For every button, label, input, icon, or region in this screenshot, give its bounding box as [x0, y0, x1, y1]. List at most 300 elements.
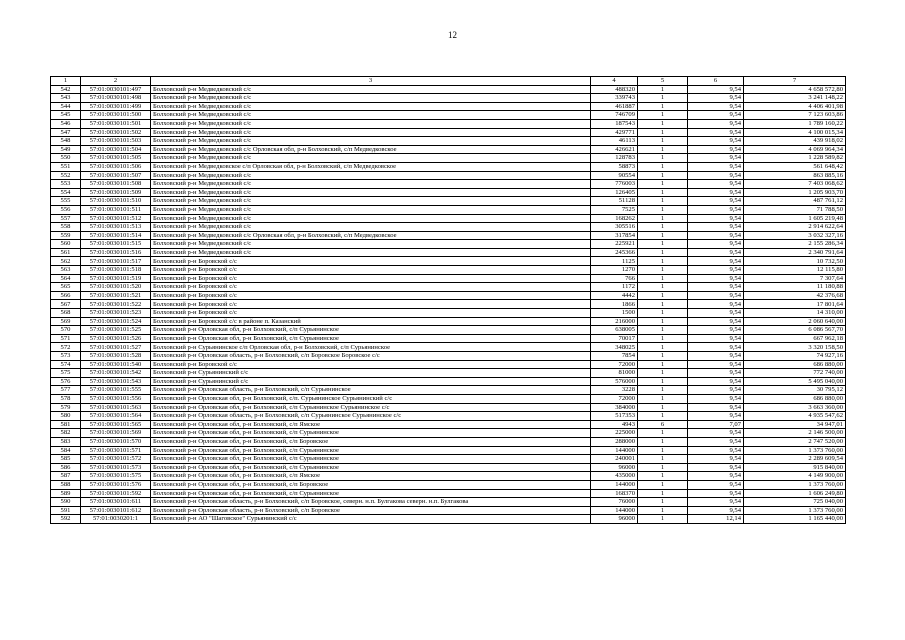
value-cell: 4 658 572,80 — [744, 85, 846, 94]
count-cell: 1 — [638, 386, 688, 395]
row-number-cell: 557 — [51, 214, 81, 223]
value-cell: 4 406 401,98 — [744, 102, 846, 111]
count-cell: 1 — [638, 145, 688, 154]
rate-cell: 9,54 — [688, 248, 744, 257]
header-cell: 2 — [81, 77, 151, 86]
address-cell: Болховский р-н Орловская обл, р-н Болховский, с/п Сурьянинское Сурьянинское с/с — [151, 403, 591, 412]
cadastral-number-cell: 57:01:0030101:519 — [81, 274, 151, 283]
row-number-cell: 586 — [51, 463, 81, 472]
address-cell: Болховский р-н Медведковский с/с — [151, 240, 591, 249]
count-cell: 1 — [638, 119, 688, 128]
area-cell: 429771 — [591, 128, 638, 137]
row-number-cell: 581 — [51, 420, 81, 429]
value-cell: 6 086 567,70 — [744, 326, 846, 335]
value-cell: 4 935 547,62 — [744, 412, 846, 421]
address-cell: Болховский р-н Медведковский с/с Орловская обл, р-н Болховский, с/п Медведковское — [151, 145, 591, 154]
cadastral-number-cell: 57:01:0030101:563 — [81, 403, 151, 412]
table-row — [51, 446, 846, 455]
rate-cell: 9,54 — [688, 317, 744, 326]
value-cell: 772 740,00 — [744, 369, 846, 378]
table-row — [51, 248, 846, 257]
rate-cell: 9,54 — [688, 352, 744, 361]
count-cell: 1 — [638, 94, 688, 103]
count-cell: 1 — [638, 171, 688, 180]
value-cell: 561 648,42 — [744, 162, 846, 171]
rate-cell: 9,54 — [688, 429, 744, 438]
table-row — [51, 429, 846, 438]
area-cell: 81000 — [591, 369, 638, 378]
table-row — [51, 291, 846, 300]
value-cell: 2 340 791,64 — [744, 248, 846, 257]
row-number-cell: 569 — [51, 317, 81, 326]
address-cell: Болховский р-н Орловская обл, р-н Болховский, с/п Боровское — [151, 480, 591, 489]
row-number-cell: 560 — [51, 240, 81, 249]
row-number-cell: 574 — [51, 360, 81, 369]
rate-cell: 9,54 — [688, 128, 744, 137]
address-cell: Болховский р-н Орловская обл, р-н Болховский, с/п Сурьянинское — [151, 489, 591, 498]
row-number-cell: 572 — [51, 343, 81, 352]
area-cell: 144000 — [591, 480, 638, 489]
value-cell: 30 795,12 — [744, 386, 846, 395]
rate-cell: 9,54 — [688, 214, 744, 223]
rate-cell: 9,54 — [688, 188, 744, 197]
table-row — [51, 214, 846, 223]
address-cell: Болховский р-н Орловская обл, р-н Болховский, с/п Сурьянинское — [151, 334, 591, 343]
cadastral-number-cell: 57:01:0030101:527 — [81, 343, 151, 352]
address-cell: Болховский р-н Медведковский с/с — [151, 154, 591, 163]
area-cell: 576000 — [591, 377, 638, 386]
cadastral-number-cell: 57:01:0030101:500 — [81, 111, 151, 120]
area-cell: 72000 — [591, 394, 638, 403]
rate-cell: 9,54 — [688, 291, 744, 300]
area-cell: 187543 — [591, 119, 638, 128]
table-row — [51, 283, 846, 292]
cadastral-number-cell: 57:01:0030101:510 — [81, 197, 151, 206]
area-cell: 4442 — [591, 291, 638, 300]
rate-cell: 9,54 — [688, 119, 744, 128]
count-cell: 1 — [638, 472, 688, 481]
area-cell: 1125 — [591, 257, 638, 266]
rate-cell: 9,54 — [688, 403, 744, 412]
table-row — [51, 102, 846, 111]
rate-cell: 9,54 — [688, 111, 744, 120]
count-cell: 1 — [638, 429, 688, 438]
address-cell: Болховский р-н Медведковский с/с Орловская обл, р-н Болховский, с/п Медведковское — [151, 231, 591, 240]
table-row — [51, 472, 846, 481]
value-cell: 12 115,80 — [744, 266, 846, 275]
area-cell: 384000 — [591, 403, 638, 412]
table-row — [51, 352, 846, 361]
address-cell: Болховский р-н Орловская область, р-н Болховский, с/п Сурьянинское — [151, 386, 591, 395]
rate-cell: 9,54 — [688, 240, 744, 249]
address-cell: Болховский р-н Боровской с/с — [151, 360, 591, 369]
area-cell: 776003 — [591, 180, 638, 189]
value-cell: 915 840,00 — [744, 463, 846, 472]
row-number-cell: 584 — [51, 446, 81, 455]
row-number-cell: 543 — [51, 94, 81, 103]
table-row — [51, 326, 846, 335]
table-row — [51, 334, 846, 343]
area-cell: 144000 — [591, 446, 638, 455]
count-cell: 1 — [638, 214, 688, 223]
count-cell: 1 — [638, 463, 688, 472]
table-row — [51, 188, 846, 197]
address-cell: Болховский р-н Орловская обл, р-н Болховский, с/п. Сурьянинское Сурьянинский с/с — [151, 394, 591, 403]
row-number-cell: 585 — [51, 455, 81, 464]
row-number-cell: 589 — [51, 489, 81, 498]
row-number-cell: 568 — [51, 309, 81, 318]
rate-cell: 9,54 — [688, 85, 744, 94]
header-cell: 4 — [591, 77, 638, 86]
count-cell: 1 — [638, 205, 688, 214]
table-row — [51, 300, 846, 309]
table-row — [51, 257, 846, 266]
table-row — [51, 240, 846, 249]
table-row — [51, 506, 846, 515]
row-number-cell: 551 — [51, 162, 81, 171]
area-cell: 517353 — [591, 412, 638, 421]
count-cell: 1 — [638, 300, 688, 309]
row-number-cell: 546 — [51, 119, 81, 128]
rate-cell: 9,54 — [688, 223, 744, 232]
count-cell: 1 — [638, 128, 688, 137]
address-cell: Болховский р-н Медведковский с/с — [151, 171, 591, 180]
area-cell: 1172 — [591, 283, 638, 292]
rate-cell: 9,54 — [688, 102, 744, 111]
table-row — [51, 498, 846, 507]
rate-cell: 9,54 — [688, 283, 744, 292]
area-cell: 1500 — [591, 309, 638, 318]
address-cell: Болховский р-н Медведковский с/с — [151, 102, 591, 111]
count-cell: 1 — [638, 437, 688, 446]
row-number-cell: 548 — [51, 137, 81, 146]
area-cell: 766 — [591, 274, 638, 283]
cadastral-number-cell: 57:01:0030101:505 — [81, 154, 151, 163]
area-cell: 488320 — [591, 85, 638, 94]
address-cell: Болховский р-н Орловская обл, р-н Болховский, с/п Ямское — [151, 420, 591, 429]
cadastral-number-cell: 57:01:0030101:569 — [81, 429, 151, 438]
value-cell: 42 376,68 — [744, 291, 846, 300]
page-number: 12 — [448, 30, 457, 40]
cadastral-number-cell: 57:01:0030101:518 — [81, 266, 151, 275]
address-cell: Болховский р-н Медведковский с/с — [151, 248, 591, 257]
rate-cell: 9,54 — [688, 197, 744, 206]
cadastral-number-cell: 57:01:0030101:507 — [81, 171, 151, 180]
count-cell: 1 — [638, 480, 688, 489]
address-cell: Болховский р-н Боровской с/с — [151, 300, 591, 309]
rate-cell: 9,54 — [688, 412, 744, 421]
value-cell: 1 789 160,22 — [744, 119, 846, 128]
row-number-cell: 578 — [51, 394, 81, 403]
cadastral-number-cell: 57:01:0030101:524 — [81, 317, 151, 326]
area-cell: 72000 — [591, 360, 638, 369]
table-row — [51, 317, 846, 326]
row-number-cell: 575 — [51, 369, 81, 378]
table-row — [51, 111, 846, 120]
area-cell: 348025 — [591, 343, 638, 352]
value-cell: 1 228 589,82 — [744, 154, 846, 163]
row-number-cell: 558 — [51, 223, 81, 232]
cadastral-number-cell: 57:01:0030101:517 — [81, 257, 151, 266]
table-row — [51, 412, 846, 421]
address-cell: Болховский р-н Медведковский с/с — [151, 223, 591, 232]
row-number-cell: 549 — [51, 145, 81, 154]
area-cell: 126405 — [591, 188, 638, 197]
area-cell: 240001 — [591, 455, 638, 464]
cadastral-number-cell: 57:01:0030101:612 — [81, 506, 151, 515]
cadastral-number-cell: 57:01:0030101:501 — [81, 119, 151, 128]
address-cell: Болховский р-н Медведковский с/с — [151, 94, 591, 103]
table-row — [51, 197, 846, 206]
rate-cell: 9,54 — [688, 266, 744, 275]
table-row — [51, 94, 846, 103]
count-cell: 1 — [638, 137, 688, 146]
header-cell: 7 — [744, 77, 846, 86]
area-cell: 46113 — [591, 137, 638, 146]
cadastral-number-cell: 57:01:0030201:1 — [81, 515, 151, 524]
area-cell: 305516 — [591, 223, 638, 232]
address-cell: Болховский р-н Орловская область, р-н Болховский, с/п Сурьянинское Сурьянинское с/с — [151, 412, 591, 421]
header-cell: 3 — [151, 77, 591, 86]
address-cell: Болховский р-н Боровской с/с — [151, 257, 591, 266]
address-cell: Болховский р-н Орловская область, р-н Болховский, с/п Боровское — [151, 506, 591, 515]
rate-cell: 9,54 — [688, 360, 744, 369]
cadastral-number-cell: 57:01:0030101:573 — [81, 463, 151, 472]
table-row — [51, 437, 846, 446]
row-number-cell: 563 — [51, 266, 81, 275]
table-row — [51, 489, 846, 498]
rate-cell: 9,54 — [688, 455, 744, 464]
table-header-row — [51, 77, 846, 86]
row-number-cell: 570 — [51, 326, 81, 335]
rate-cell: 9,54 — [688, 137, 744, 146]
cadastral-number-cell: 57:01:0030101:522 — [81, 300, 151, 309]
address-cell: Болховский р-н Боровской с/с — [151, 309, 591, 318]
value-cell: 2 914 622,64 — [744, 223, 846, 232]
cadastral-number-cell: 57:01:0030101:497 — [81, 85, 151, 94]
value-cell: 17 801,64 — [744, 300, 846, 309]
table-row — [51, 369, 846, 378]
count-cell: 1 — [638, 369, 688, 378]
address-cell: Болховский р-н Боровской с/с в районе п. Казанский — [151, 317, 591, 326]
count-cell: 6 — [638, 420, 688, 429]
area-cell: 435000 — [591, 472, 638, 481]
rate-cell: 9,54 — [688, 489, 744, 498]
value-cell: 487 761,12 — [744, 197, 846, 206]
table-row — [51, 266, 846, 275]
area-cell: 51128 — [591, 197, 638, 206]
count-cell: 1 — [638, 506, 688, 515]
value-cell: 5 495 040,00 — [744, 377, 846, 386]
count-cell: 1 — [638, 446, 688, 455]
count-cell: 1 — [638, 274, 688, 283]
rate-cell: 9,54 — [688, 154, 744, 163]
row-number-cell: 566 — [51, 291, 81, 300]
value-cell: 1 605 219,48 — [744, 214, 846, 223]
value-cell: 2 289 609,54 — [744, 455, 846, 464]
table-row — [51, 171, 846, 180]
count-cell: 1 — [638, 309, 688, 318]
area-cell: 1866 — [591, 300, 638, 309]
table-row — [51, 480, 846, 489]
rate-cell: 9,54 — [688, 205, 744, 214]
row-number-cell: 544 — [51, 102, 81, 111]
cadastral-number-cell: 57:01:0030101:503 — [81, 137, 151, 146]
value-cell: 2 146 500,00 — [744, 429, 846, 438]
value-cell: 2 060 640,00 — [744, 317, 846, 326]
count-cell: 1 — [638, 223, 688, 232]
area-cell: 317854 — [591, 231, 638, 240]
rate-cell: 9,54 — [688, 326, 744, 335]
cadastral-number-cell: 57:01:0030101:521 — [81, 291, 151, 300]
rate-cell: 9,54 — [688, 300, 744, 309]
count-cell: 1 — [638, 326, 688, 335]
count-cell: 1 — [638, 455, 688, 464]
cadastral-number-cell: 57:01:0030101:515 — [81, 240, 151, 249]
count-cell: 1 — [638, 489, 688, 498]
value-cell: 686 880,00 — [744, 360, 846, 369]
area-cell: 7525 — [591, 205, 638, 214]
value-cell: 11 180,88 — [744, 283, 846, 292]
count-cell: 1 — [638, 412, 688, 421]
row-number-cell: 591 — [51, 506, 81, 515]
value-cell: 1 205 903,70 — [744, 188, 846, 197]
table-row — [51, 180, 846, 189]
table-row — [51, 515, 846, 524]
count-cell: 1 — [638, 291, 688, 300]
table-row — [51, 154, 846, 163]
area-cell: 426621 — [591, 145, 638, 154]
value-cell: 1 606 249,80 — [744, 489, 846, 498]
address-cell: Болховский р-н Боровской с/с — [151, 291, 591, 300]
rate-cell: 9,54 — [688, 171, 744, 180]
value-cell: 7 307,64 — [744, 274, 846, 283]
row-number-cell: 562 — [51, 257, 81, 266]
rate-cell: 9,54 — [688, 309, 744, 318]
address-cell: Болховский р-н Орловская обл, р-н Болховский, с/п Сурьянинское — [151, 455, 591, 464]
table-row — [51, 205, 846, 214]
cadastral-number-cell: 57:01:0030101:502 — [81, 128, 151, 137]
table-row — [51, 343, 846, 352]
area-cell: 7854 — [591, 352, 638, 361]
row-number-cell: 573 — [51, 352, 81, 361]
row-number-cell: 587 — [51, 472, 81, 481]
area-cell: 96000 — [591, 463, 638, 472]
row-number-cell: 579 — [51, 403, 81, 412]
rate-cell: 12,14 — [688, 515, 744, 524]
cadastral-number-cell: 57:01:0030101:564 — [81, 412, 151, 421]
row-number-cell: 550 — [51, 154, 81, 163]
address-cell: Болховский р-н Боровской с/с — [151, 274, 591, 283]
rate-cell: 9,54 — [688, 231, 744, 240]
row-number-cell: 556 — [51, 205, 81, 214]
cadastral-number-cell: 57:01:0030101:556 — [81, 394, 151, 403]
row-number-cell: 565 — [51, 283, 81, 292]
value-cell: 2 747 520,00 — [744, 437, 846, 446]
address-cell: Болховский р-н Медведковский с/с — [151, 85, 591, 94]
rate-cell: 9,54 — [688, 257, 744, 266]
count-cell: 1 — [638, 403, 688, 412]
table-row — [51, 386, 846, 395]
address-cell: Болховский р-н Боровской с/с — [151, 266, 591, 275]
area-cell: 96000 — [591, 515, 638, 524]
row-number-cell: 561 — [51, 248, 81, 257]
row-number-cell: 553 — [51, 180, 81, 189]
header-cell: 6 — [688, 77, 744, 86]
cadastral-number-cell: 57:01:0030101:565 — [81, 420, 151, 429]
value-cell: 3 320 158,50 — [744, 343, 846, 352]
rate-cell: 9,54 — [688, 394, 744, 403]
address-cell: Болховский р-н Сурьянинский с/с — [151, 369, 591, 378]
row-number-cell: 592 — [51, 515, 81, 524]
address-cell: Болховский р-н Орловская область, р-н Болховский, с/п Боровское, северн. н.п. Булгакова северн. н.п. Булгакова — [151, 498, 591, 507]
rate-cell: 9,54 — [688, 180, 744, 189]
value-cell: 74 927,16 — [744, 352, 846, 361]
rate-cell: 9,54 — [688, 506, 744, 515]
address-cell: Болховский р-н Медведковский с/с — [151, 128, 591, 137]
table-row — [51, 420, 846, 429]
value-cell: 686 880,00 — [744, 394, 846, 403]
count-cell: 1 — [638, 360, 688, 369]
area-cell: 1270 — [591, 266, 638, 275]
cadastral-number-cell: 57:01:0030101:526 — [81, 334, 151, 343]
rate-cell: 9,54 — [688, 480, 744, 489]
address-cell: Болховский р-н Орловская обл, р-н Болховский, с/п Сурьянинское — [151, 326, 591, 335]
area-cell: 90554 — [591, 171, 638, 180]
value-cell: 725 040,00 — [744, 498, 846, 507]
rate-cell: 9,54 — [688, 472, 744, 481]
cadastral-number-cell: 57:01:0030101:504 — [81, 145, 151, 154]
address-cell: Болховский р-н Сурьянинское с/п Орловская обл, р-н Болховский, с/п Сурьянинское — [151, 343, 591, 352]
count-cell: 1 — [638, 85, 688, 94]
area-cell: 461887 — [591, 102, 638, 111]
rate-cell: 9,54 — [688, 446, 744, 455]
value-cell: 3 032 327,16 — [744, 231, 846, 240]
cadastral-number-cell: 57:01:0030101:523 — [81, 309, 151, 318]
count-cell: 1 — [638, 240, 688, 249]
rate-cell: 9,54 — [688, 463, 744, 472]
table-row — [51, 360, 846, 369]
area-cell: 339743 — [591, 94, 638, 103]
area-cell: 225921 — [591, 240, 638, 249]
address-cell: Болховский р-н Медведковское с/п Орловская обл, р-н Болховский, с/п Медведковское — [151, 162, 591, 171]
value-cell: 4 100 015,34 — [744, 128, 846, 137]
count-cell: 1 — [638, 515, 688, 524]
count-cell: 1 — [638, 154, 688, 163]
cadastral-number-cell: 57:01:0030101:592 — [81, 489, 151, 498]
area-cell: 3228 — [591, 386, 638, 395]
address-cell: Болховский р-н Медведковский с/с — [151, 137, 591, 146]
value-cell: 1 373 760,00 — [744, 446, 846, 455]
count-cell: 1 — [638, 343, 688, 352]
value-cell: 4 149 900,00 — [744, 472, 846, 481]
rate-cell: 9,54 — [688, 162, 744, 171]
table-row — [51, 403, 846, 412]
address-cell: Болховский р-н Медведковский с/с — [151, 205, 591, 214]
cadastral-number-cell: 57:01:0030101:513 — [81, 223, 151, 232]
value-cell: 7 403 068,62 — [744, 180, 846, 189]
address-cell: Болховский р-н Орловская обл, р-н Болховский, с/п Сурьянинское — [151, 446, 591, 455]
area-cell: 76000 — [591, 498, 638, 507]
address-cell: Болховский р-н Орловская обл, р-н Болховский, с/п Сурьянинское — [151, 429, 591, 438]
cadastral-number-cell: 57:01:0030101:509 — [81, 188, 151, 197]
address-cell: Болховский р-н Орловская область, р-н Болховский, с/п Боровское Боровское с/с — [151, 352, 591, 361]
rate-cell: 9,54 — [688, 145, 744, 154]
cadastral-number-cell: 57:01:0030101:508 — [81, 180, 151, 189]
area-cell: 216000 — [591, 317, 638, 326]
row-number-cell: 559 — [51, 231, 81, 240]
count-cell: 1 — [638, 377, 688, 386]
